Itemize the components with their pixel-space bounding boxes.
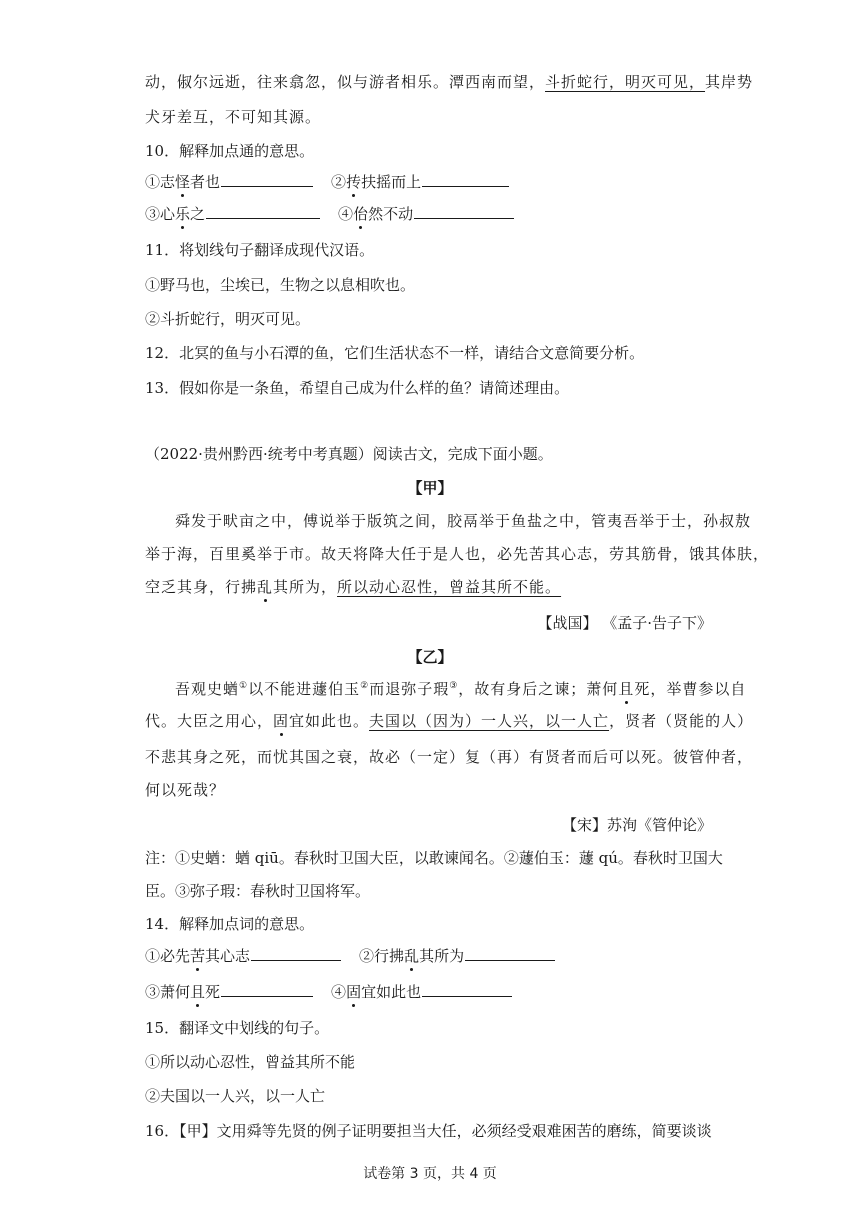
notes-line: 臣。③弥子瑕：春秋时卫国将军。 [145, 882, 371, 900]
answer-blank[interactable] [221, 172, 313, 187]
passage-yi-source: 【宋】苏洵《管仲论》 [561, 816, 712, 834]
question-14-row [145, 946, 555, 966]
text: 空乏其身，行拂 [145, 578, 258, 596]
text: 死，举曹参以自 [634, 680, 747, 698]
text: ①必先 [145, 947, 191, 965]
footnote-marker: ① [239, 681, 249, 691]
text: ③心 [145, 205, 176, 223]
text: 而退弥子瑕 [369, 680, 450, 698]
question-11-sentence-1: ①野马也，尘埃已，生物之以息相吹也。 [145, 276, 416, 294]
text: 之 [190, 205, 206, 223]
question-10-title: 10．解释加点通的意思。 [145, 142, 315, 160]
question-11-title: 11．将划线句子翻译成现代汉语。 [145, 241, 375, 259]
text: 其心志 [205, 947, 251, 965]
footnote-marker: ③ [449, 681, 459, 691]
text: ④ [331, 983, 347, 1001]
text: 吾观史蝤 [175, 680, 240, 698]
text: 宜如此也。 [289, 712, 370, 730]
question-10-row [145, 172, 509, 192]
text: ④ [338, 205, 354, 223]
page-footer: 试卷第 3 页，共 4 页 [363, 1166, 497, 1182]
dotted-char: 固 [346, 983, 362, 1001]
passage-jia-line: 举于海，百里奚举于市。故天将降大任于是人也，必先苦其心志，劳其筋骨，饿其体肤， [145, 545, 770, 563]
answer-blank[interactable] [465, 946, 555, 961]
footnote-marker: ② [360, 681, 370, 691]
dotted-char: 佁 [353, 205, 369, 223]
text: 扶摇而上 [361, 173, 422, 191]
text: ①志 [145, 173, 176, 191]
text: ，贤者（贤能的人） [609, 712, 754, 730]
question-16: 16．【甲】文用舜等先贤的例子证明要担当大任，必须经受艰难困苦的磨练，简要谈谈 [145, 1122, 712, 1140]
passage-yi-line: 何以死哉？ [145, 781, 226, 799]
answer-blank[interactable] [251, 946, 341, 961]
text: ②行拂 [359, 947, 405, 965]
dotted-char: 且 [190, 983, 206, 1001]
passage-yi-heading: 【乙】 [407, 648, 453, 666]
dotted-char: 怪 [175, 173, 191, 191]
passage-yi-line [145, 711, 753, 731]
question-11-sentence-2: ②斗折蛇行，明灭可见。 [145, 310, 311, 328]
passage-yi-line: 不悲其身之死，而忧其国之衰，故必（一定）复（再）有贤者而后可以死。彼管仲者， [145, 748, 754, 766]
passage-line [145, 72, 753, 92]
answer-blank[interactable] [414, 204, 514, 219]
text: ，故有身后之谏；萧何 [458, 680, 619, 698]
text: ③萧何 [145, 983, 191, 1001]
dotted-char: 且 [618, 680, 635, 698]
answer-blank[interactable] [422, 172, 509, 187]
text: 其所为 [419, 947, 465, 965]
question-15-sentence-1: ①所以动心忍性，曾益其所不能 [145, 1053, 356, 1071]
dotted-char: 抟 [346, 173, 362, 191]
dotted-char: 固 [273, 712, 290, 730]
dotted-char: 乱 [257, 578, 274, 596]
passage-jia-line: 舜发于畎亩之中，傅说举于版筑之间，胶鬲举于鱼盐之中，管夷吾举于士，孙叔敖 [175, 512, 752, 530]
question-12: 12．北冥的鱼与小石潭的鱼，它们生活状态不一样，请结合文意简要分析。 [145, 344, 645, 362]
question-14-title: 14．解释加点词的意思。 [145, 915, 315, 933]
passage-jia-line [145, 577, 561, 597]
dotted-char: 乐 [175, 205, 191, 223]
answer-blank[interactable] [221, 982, 313, 997]
answer-blank[interactable] [422, 982, 512, 997]
passage-jia-heading: 【甲】 [407, 479, 453, 497]
question-13: 13．假如你是一条鱼，希望自己成为什么样的鱼？请简述理由。 [145, 379, 570, 397]
question-15-sentence-2: ②夫国以一人兴，以一人亡 [145, 1087, 326, 1105]
reading-intro: （2022·贵州黔西·统考中考真题）阅读古文，完成下面小题。 [145, 445, 553, 463]
text: 其岸势 [705, 73, 754, 91]
text: 以不能进蘧伯玉 [248, 680, 361, 698]
underlined-sentence: 夫国以（因为）一人兴，以一人亡 [369, 712, 610, 730]
underlined-sentence: 斗折蛇行，明灭可见， [545, 73, 706, 91]
text: 宜如此也 [361, 983, 422, 1001]
text: 者也 [190, 173, 221, 191]
text: ② [331, 173, 347, 191]
text: 然不动 [368, 205, 414, 223]
question-14-row [145, 982, 512, 1002]
text: 代。大臣之用心， [145, 712, 274, 730]
question-15-title: 15．翻译文中划线的句子。 [145, 1019, 330, 1037]
dotted-char: 乱 [404, 947, 420, 965]
dotted-char: 苦 [190, 947, 206, 965]
passage-yi-line [175, 679, 746, 699]
passage-jia-source: 【战国】 《孟子·告子下》 [537, 614, 712, 632]
underlined-sentence: 所以动心忍性，曾益其所不能。 [337, 578, 562, 596]
text: 死 [205, 983, 221, 1001]
text: 动，俶尔远逝，往来翕忽，似与游者相乐。潭西南而望， [145, 73, 546, 91]
passage-line: 犬牙差互，不可知其源。 [145, 108, 322, 126]
notes-line: 注：①史蝤：蝤 qiū。春秋时卫国大臣，以敢谏闻名。②蘧伯玉：蘧 qú。春秋时卫国大 [145, 849, 723, 867]
answer-blank[interactable] [206, 204, 320, 219]
question-10-row [145, 204, 514, 224]
text: 其所为， [273, 578, 338, 596]
